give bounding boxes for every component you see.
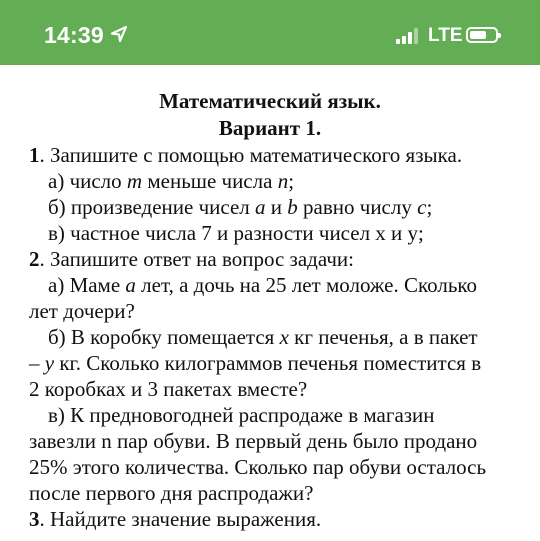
document-subtitle: Вариант 1. (218, 116, 322, 140)
task-2a-line-2: лет дочери? (29, 299, 135, 323)
task-2a-var-a: a (125, 273, 136, 297)
task-1b-var-c: c (417, 195, 427, 219)
task-3-text: . Найдите значение выражения. (39, 507, 322, 531)
task-1a-var-m: m (126, 169, 143, 193)
task-2-heading (29, 246, 354, 272)
task-1-text: . Запишите с помощью математического языка. (39, 143, 463, 167)
task-1c: в) частное числа 7 и разности чисел x и y; (48, 221, 424, 245)
task-2b-line-1 (48, 324, 478, 350)
task-1b-prefix: б) произведение чисел (48, 195, 256, 219)
task-1a-var-n: n (277, 169, 289, 193)
task-1-heading (29, 142, 462, 168)
task-2b-var-y: y (44, 351, 55, 375)
task-1a-prefix: а) число (48, 169, 127, 193)
task-1-number: 1 (29, 143, 40, 167)
status-time: 14:39 (44, 22, 104, 48)
task-2a-suffix: лет, а дочь на 25 лет моложе. Сколько (135, 273, 478, 297)
task-2-number: 2 (29, 247, 40, 271)
task-3-number: 3 (29, 507, 40, 531)
task-1b (48, 194, 432, 220)
task-2c-line-2: завезли n пар обуви. В первый день было продано (29, 429, 478, 453)
task-2b-l2-prefix: – (29, 351, 45, 375)
task-2b-prefix: б) В коробку помещается (48, 325, 280, 349)
task-2a-line-1 (48, 272, 477, 298)
task-1b-var-b: b (287, 195, 298, 219)
cellular-signal-icon (396, 27, 420, 44)
task-2b-suffix: кг печенья, а в пакет (288, 325, 478, 349)
task-1b-mid2: равно числу (297, 195, 418, 219)
task-2a-prefix: а) Маме (48, 273, 126, 297)
task-1a (48, 168, 294, 194)
task-1b-var-a: a (255, 195, 266, 219)
task-2b-line-2 (29, 350, 481, 376)
task-2c-line-1: в) К предновогодней распродаже в магазин (48, 403, 435, 427)
network-type: LTE (428, 25, 463, 46)
task-1a-mid: меньше числа (142, 169, 278, 193)
task-2b-line-3: 2 коробках и 3 пакетах вместе? (29, 377, 308, 401)
task-2b-l2-suffix: кг. Сколько килограммов печенья поместится в (54, 351, 482, 375)
location-arrow-icon (110, 25, 128, 43)
task-1b-suffix: ; (426, 195, 433, 219)
task-2c-line-3: 25% этого количества. Сколько пар обуви осталось (29, 455, 487, 479)
task-1b-mid1: и (265, 195, 288, 219)
document-page (0, 65, 540, 541)
task-2b-var-x: x (279, 325, 289, 349)
status-bar (0, 0, 540, 65)
task-2c-line-4: после первого дня распродажи? (29, 481, 314, 505)
battery-icon (466, 27, 498, 43)
document-title: Математический язык. (159, 89, 381, 113)
task-1a-suffix: ; (288, 169, 295, 193)
task-3-heading (29, 506, 321, 532)
task-2-text: . Запишите ответ на вопрос задачи: (39, 247, 354, 271)
